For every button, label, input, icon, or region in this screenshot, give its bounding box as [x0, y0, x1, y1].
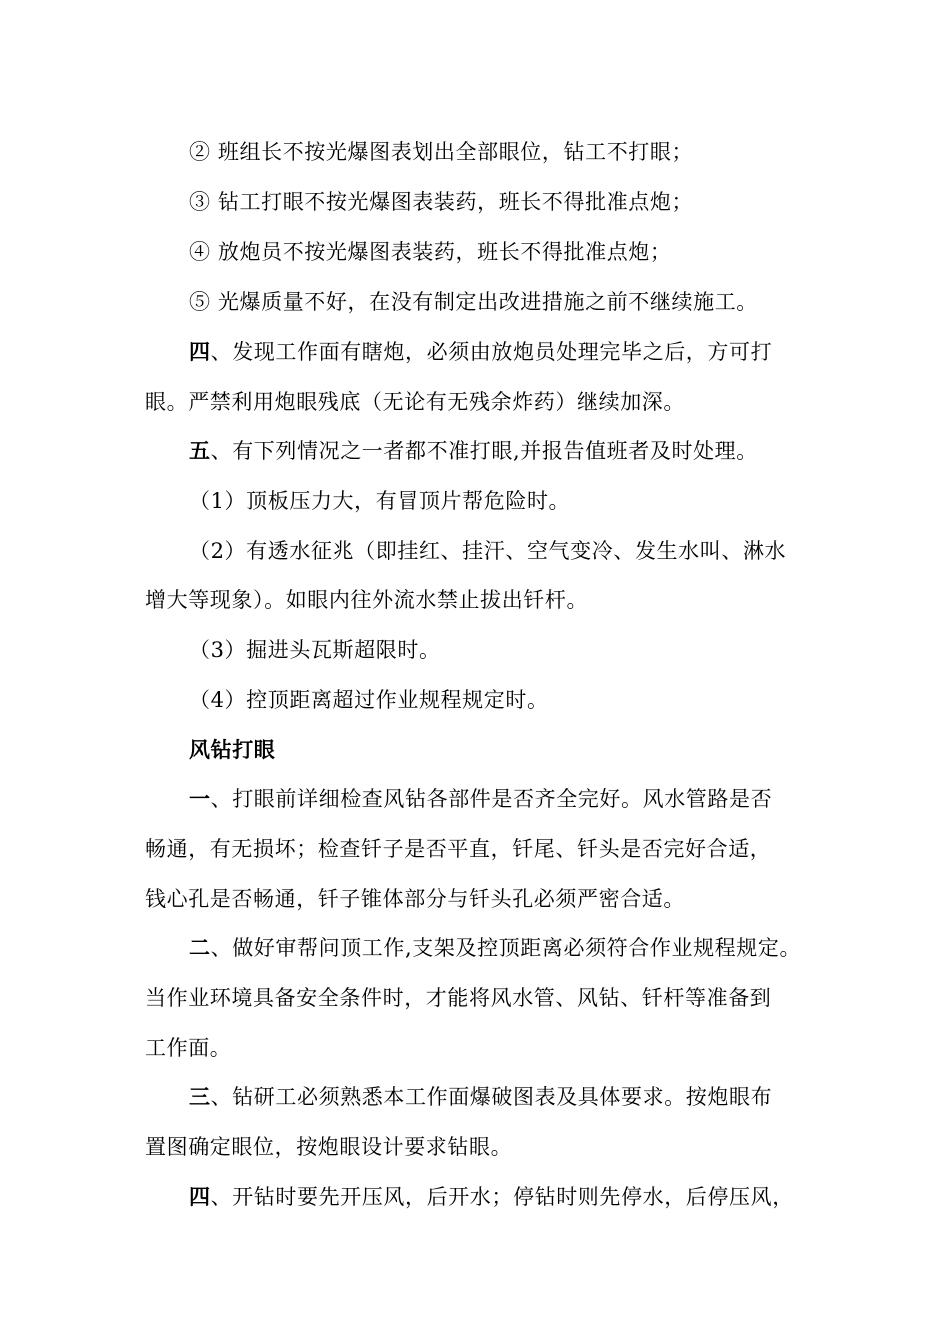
paragraph-line [145, 587, 588, 613]
item-number: ② [189, 140, 211, 164]
item-number: ③ [189, 190, 211, 214]
paragraph-text: 、钻研工必须熟悉本工作面爆破图表及具体要求。按炮眼布 [210, 1085, 773, 1109]
section-heading-number: 五 [189, 438, 211, 463]
paragraph-text: （3）掘进头瓦斯超限时。 [189, 638, 441, 662]
section-title-text: 风钻打眼 [189, 737, 276, 762]
paragraph-text: 眼。严禁利用炮眼残底（无论有无残余炸药）继续加深。 [145, 390, 685, 414]
paragraph-text: 、做好审帮问顶工作,支架及控顶距离必须符合作业规程规定。 [210, 936, 802, 960]
paragraph-text: 当作业环境具备安全条件时，才能将风水管、风钻、钎杆等准备到 [145, 986, 772, 1010]
item-text: 钻工打眼不按光爆图表装药，班长不得批准点炮； [217, 190, 694, 214]
sub-item-3 [189, 637, 441, 663]
paragraph-text: 畅通，有无损坏；检查钎子是否平直，钎尾、钎头是否完好合适， [145, 837, 772, 861]
section-heading-number: 三 [189, 1084, 211, 1109]
item-text: 放炮员不按光爆图表装药，班长不得批准点炮； [217, 240, 672, 264]
paragraph-text: 增大等现象）。如眼内往外流水禁止拔出钎杆。 [145, 588, 589, 612]
paragraph-line [145, 1134, 512, 1160]
item-text: 班组长不按光爆图表划出全部眼位，钻工不打眼； [217, 140, 694, 164]
section-heading-number: 四 [189, 1184, 211, 1209]
paragraph-text: （1）顶板压力大，有冒顶片帮危险时。 [189, 489, 571, 513]
list-item-4 [189, 239, 672, 265]
section-four-line [189, 339, 772, 365]
sub-item-2 [189, 538, 786, 564]
section-heading-number: 二 [189, 935, 211, 960]
paragraph-text: 、开钻时要先开压风，后开水；停钻时则先停水，后停压风， [210, 1185, 794, 1209]
item-number: ⑤ [189, 290, 211, 314]
sub-item-4 [189, 687, 549, 713]
section-two-line [189, 935, 801, 961]
paragraph-text: 工作面。 [145, 1036, 232, 1060]
section-five-line [189, 438, 758, 464]
paragraph-line [145, 836, 771, 862]
sub-item-1 [189, 488, 570, 514]
list-item-2 [189, 139, 693, 165]
paragraph-line [145, 1035, 231, 1061]
paragraph-text: 、发现工作面有瞎炮，必须由放炮员处理完毕之后，方可打 [210, 340, 773, 364]
section-one-line [189, 786, 772, 812]
section-title [189, 737, 275, 763]
paragraph-line [145, 886, 685, 912]
section-four-line-b [189, 1184, 794, 1210]
paragraph-text: 置图确定眼位，按炮眼设计要求钻眼。 [145, 1135, 513, 1159]
paragraph-line [145, 985, 771, 1011]
paragraph-text: （2）有透水征兆（即挂红、挂汗、空气变冷、发生水叫、淋水 [189, 539, 787, 563]
paragraph-text: 、有下列情况之一者都不准打眼,并报告值班者及时处理。 [210, 439, 758, 463]
paragraph-text: （4）控顶距离超过作业规程规定时。 [189, 688, 549, 712]
section-heading-number: 四 [189, 339, 211, 364]
item-number: ④ [189, 240, 211, 264]
item-text: 光爆质量不好，在没有制定出改进措施之前不继续施工。 [217, 290, 758, 314]
list-item-3 [189, 189, 693, 215]
paragraph-line [145, 389, 685, 415]
section-heading-number: 一 [189, 786, 211, 811]
section-three-line [189, 1084, 772, 1110]
paragraph-text: 钱心孔是否畅通，钎子锥体部分与钎头孔必须严密合适。 [145, 887, 685, 911]
list-item-5 [189, 289, 758, 315]
paragraph-text: 、打眼前详细检查风钻各部件是否齐全完好。风水管路是否 [210, 787, 773, 811]
